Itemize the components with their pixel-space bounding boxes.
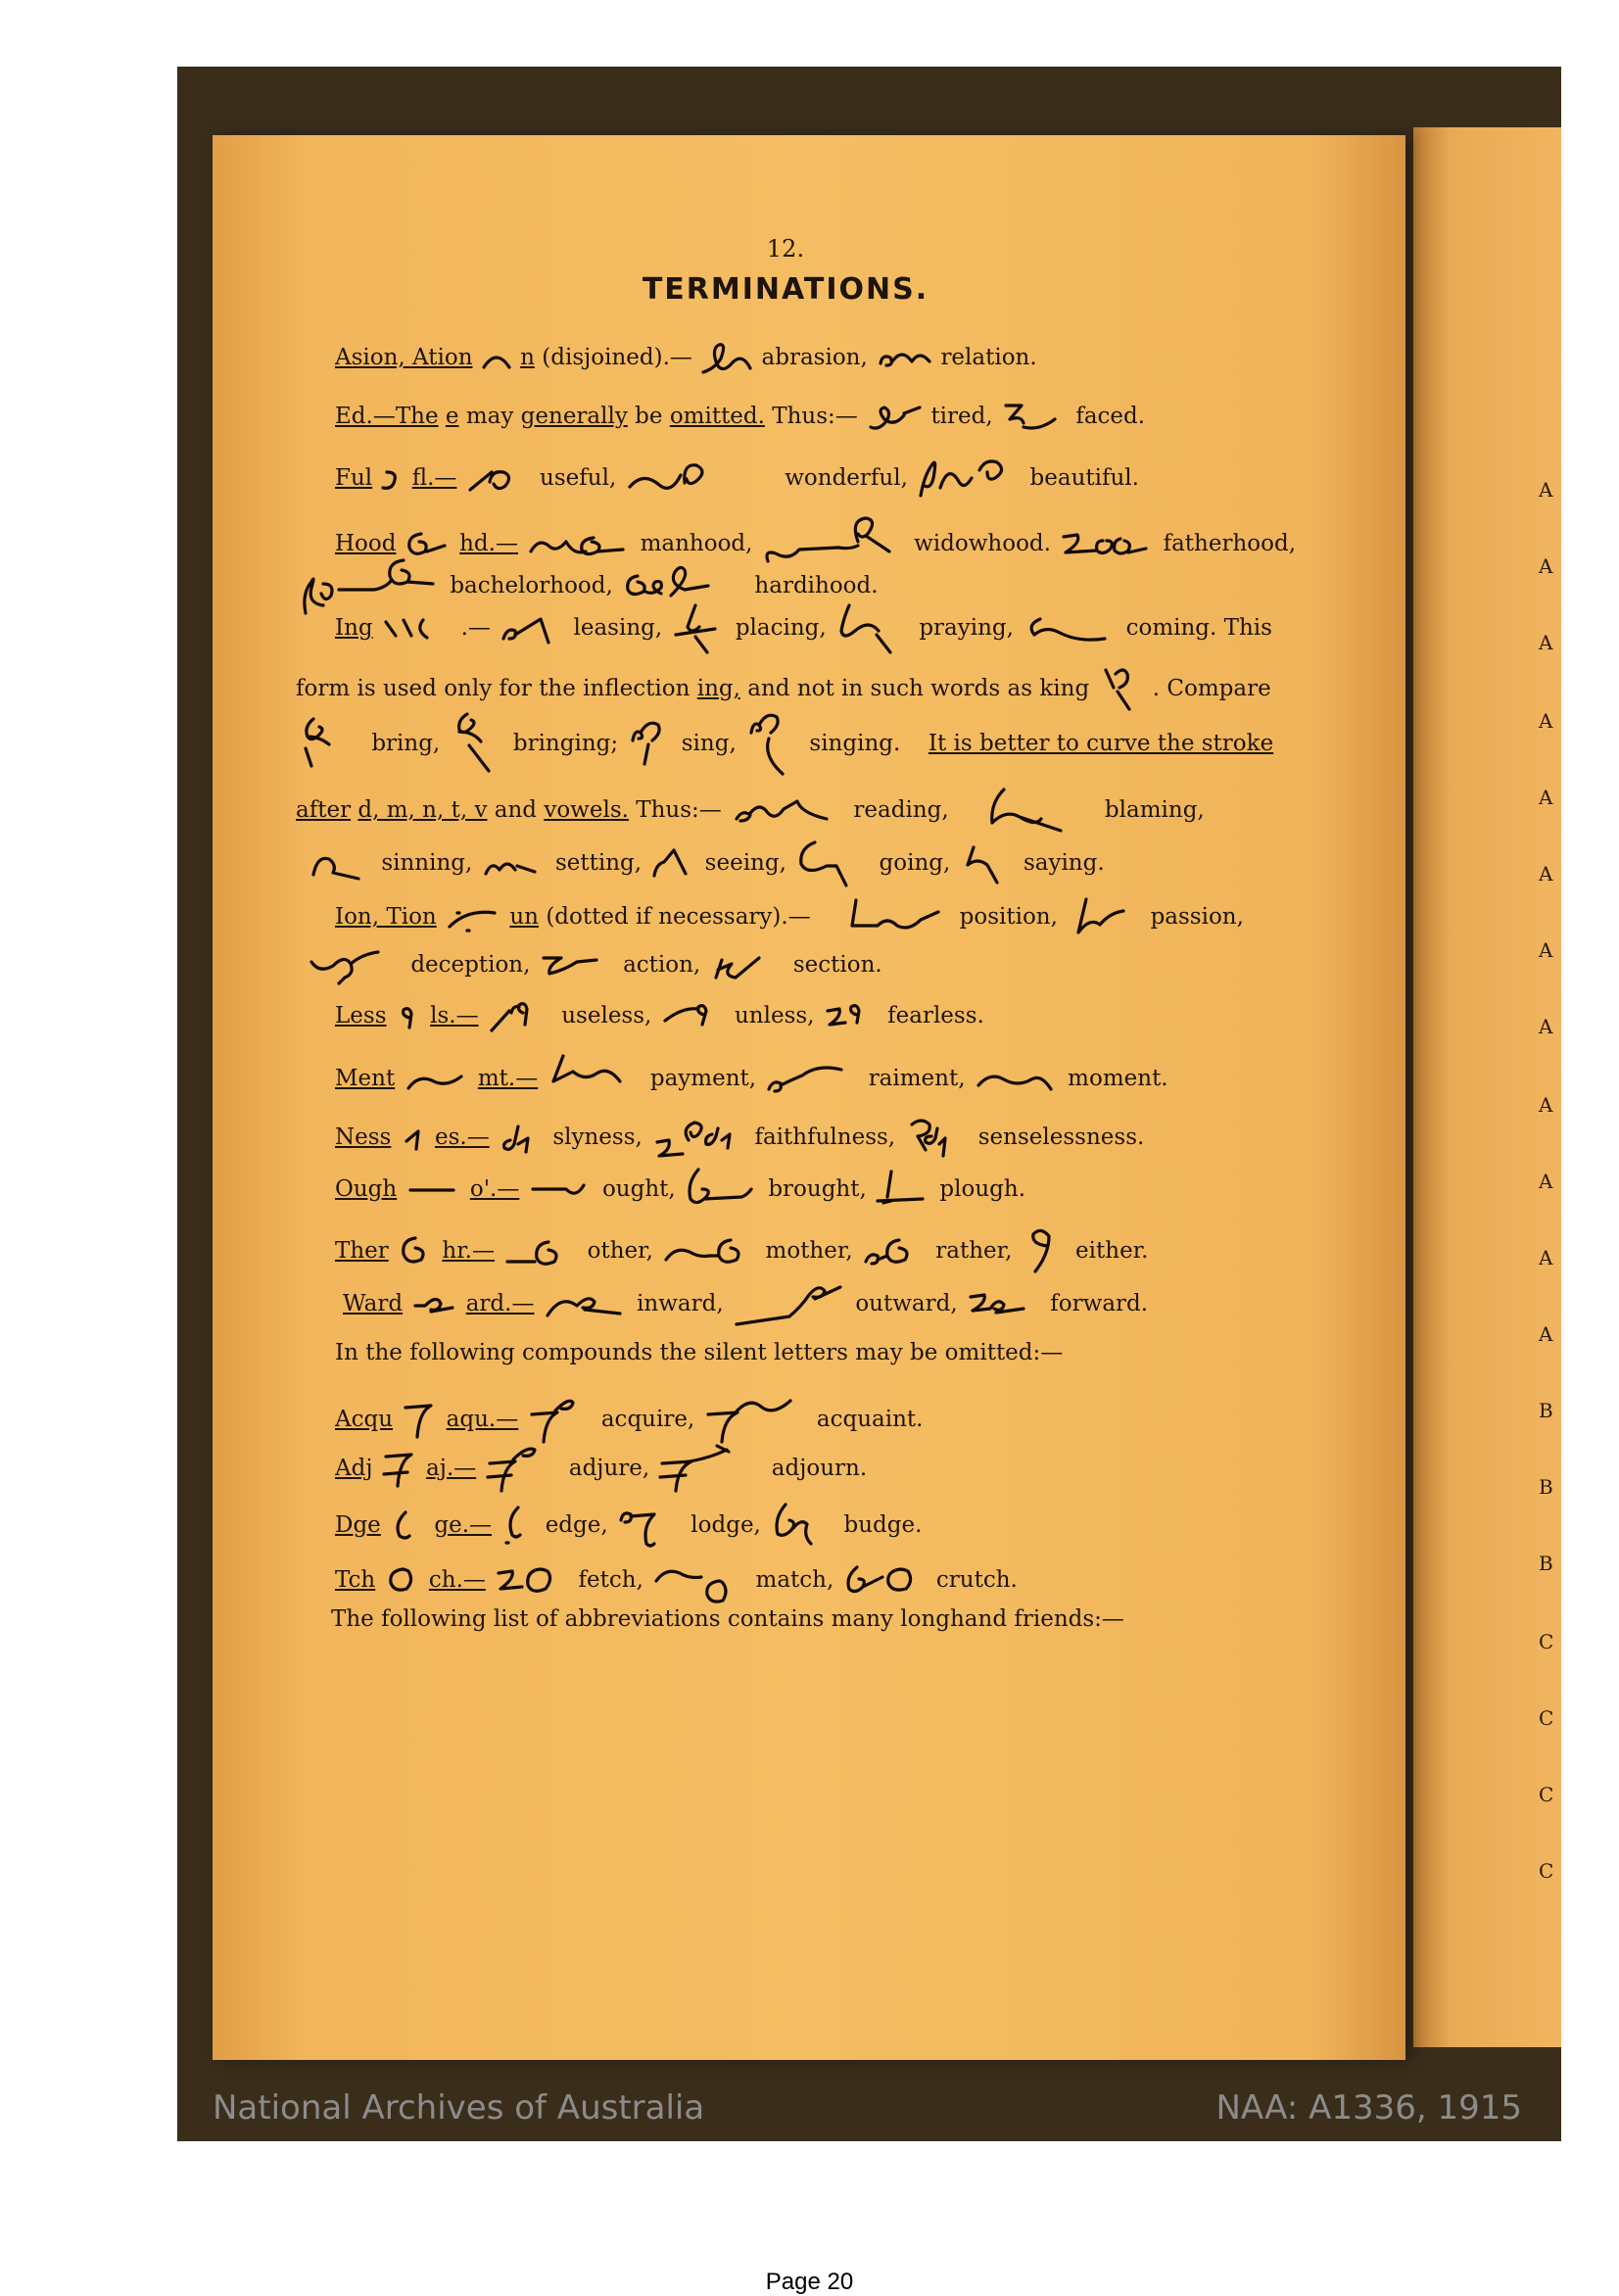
example-word: moment. (1068, 1066, 1168, 1091)
line-asion (335, 339, 1037, 378)
term-label: Less (335, 1003, 387, 1028)
example-word: budge. (843, 1512, 923, 1538)
example-word: bachelorhood, (450, 573, 613, 598)
book-page (213, 135, 1405, 2060)
example-word: seeing, (704, 850, 786, 876)
shorthand-payment-icon (546, 1052, 643, 1107)
margin-letter: B (1539, 1552, 1553, 1575)
shorthand-acquire-icon (526, 1393, 595, 1448)
line-ness (335, 1111, 1144, 1166)
text: In the following compounds the silent letters may be omitted:— (335, 1340, 1064, 1365)
term-label: Ward (343, 1291, 404, 1316)
example-word: sinning, (381, 850, 473, 876)
term-label: Hood (335, 531, 397, 556)
shorthand-beautiful-icon (915, 454, 1023, 503)
page-footer: Page 20 (765, 2269, 854, 2295)
text: Thus:— (636, 797, 722, 823)
text: after (296, 797, 352, 823)
margin-letter: B (1539, 1475, 1553, 1499)
example-word: useless, (561, 1003, 652, 1028)
shorthand-position-icon (844, 896, 952, 939)
text: may (465, 404, 514, 429)
shorthand-slyness-icon (497, 1119, 546, 1158)
example-word: outward, (855, 1291, 958, 1316)
term-abbrev: .— (460, 615, 491, 641)
example-word: praying, (919, 615, 1014, 641)
term-label: Ion, Tion (335, 904, 437, 930)
margin-letter: A (1539, 631, 1553, 654)
term-label: Ough (335, 1176, 398, 1202)
term-abbrev: hd.— (459, 531, 518, 556)
shorthand-fatherhood-icon (1058, 525, 1156, 564)
term-label: Dge (335, 1512, 381, 1538)
term-abbrev: n (520, 345, 535, 370)
shorthand-reading-icon (729, 791, 846, 831)
example-word: lodge, (690, 1512, 761, 1538)
shorthand-stroke-icon (388, 1507, 427, 1546)
example-word: fatherhood, (1163, 531, 1297, 556)
shorthand-inward-icon (542, 1288, 630, 1321)
text: It is better to curve the stroke (928, 731, 1274, 756)
text: and not in such words as king (747, 676, 1090, 701)
term-label: Ment (335, 1066, 396, 1091)
term-label: Tch (335, 1567, 376, 1593)
shorthand-senselessness-icon (902, 1111, 971, 1166)
shorthand-either-icon (1020, 1224, 1069, 1279)
example-word: inward, (637, 1291, 724, 1316)
example-word: abrasion, (761, 345, 868, 370)
example-word: match, (755, 1567, 834, 1593)
example-word: placing, (735, 615, 827, 641)
shorthand-seeing-icon (648, 844, 697, 884)
shorthand-faced-icon (1000, 398, 1069, 437)
example-word: either. (1075, 1238, 1149, 1264)
term-label: Ful (335, 465, 373, 491)
shorthand-going-icon (793, 837, 872, 891)
line-ful (335, 454, 1139, 503)
shorthand-sinning-icon (306, 839, 374, 888)
shorthand-mother-icon (660, 1232, 758, 1271)
example-word: raiment, (868, 1066, 966, 1091)
line-compare (296, 707, 1273, 782)
text: be (635, 404, 663, 429)
line-ion (335, 893, 1244, 942)
example-word: tired, (930, 404, 993, 429)
margin-letter: C (1539, 1630, 1554, 1653)
example-word: rather, (935, 1238, 1013, 1264)
margin-letter: A (1539, 1015, 1553, 1038)
example-word: action, (623, 952, 701, 978)
shorthand-stroke-icon (405, 1180, 463, 1200)
example-word: adjure, (568, 1456, 650, 1481)
shorthand-plough-icon (874, 1168, 932, 1213)
shorthand-stroke-icon (403, 1065, 471, 1094)
margin-letter: A (1539, 478, 1553, 502)
shorthand-stroke-icon (396, 1232, 435, 1271)
text: The following list of abbreviations contains many longhand friends:— (331, 1606, 1124, 1632)
shorthand-useless-icon (486, 997, 554, 1036)
example-word: fetch, (578, 1567, 643, 1593)
shorthand-stroke-icon (480, 346, 513, 371)
example-word: section. (792, 952, 882, 978)
example-word: payment, (649, 1066, 757, 1091)
example-word: saying. (1023, 850, 1105, 876)
shorthand-stroke-icon (399, 1124, 428, 1153)
shorthand-raiment-icon (763, 1060, 861, 1099)
text: . Compare (1152, 676, 1271, 701)
term-abbrev: ch.— (428, 1567, 486, 1593)
example-word: coming. This (1125, 615, 1272, 641)
shorthand-fetch-icon (493, 1561, 571, 1601)
term-abbrev: es.— (434, 1124, 490, 1150)
shorthand-stroke-icon (380, 612, 439, 646)
example-word: bringing; (512, 731, 619, 756)
example-word: sing, (681, 731, 737, 756)
example-word: manhood, (640, 531, 753, 556)
scanned-document-photo (177, 67, 1561, 2141)
shorthand-stroke-icon (379, 464, 405, 494)
page-number: 12. (766, 235, 805, 263)
shorthand-acquaint-icon (702, 1393, 810, 1448)
example-word: plough. (939, 1176, 1026, 1202)
shorthand-passion-icon (1065, 893, 1143, 942)
margin-letter: A (1539, 938, 1553, 962)
shorthand-stroke-icon (380, 1447, 419, 1492)
text: ing, (696, 676, 740, 701)
term-label: Ther (335, 1238, 389, 1264)
example-word: blaming, (1104, 797, 1205, 823)
shorthand-placing-icon (670, 601, 729, 656)
example-word: fearless. (887, 1003, 984, 1028)
example-word: faithfulness, (754, 1124, 896, 1150)
line-ward (343, 1277, 1148, 1332)
example-word: edge, (545, 1512, 608, 1538)
example-word: adjourn. (771, 1456, 868, 1481)
example-word: unless, (734, 1003, 815, 1028)
example-word: deception, (410, 952, 531, 978)
shorthand-budge-icon (768, 1499, 836, 1554)
margin-letter: A (1539, 709, 1553, 733)
shorthand-section-icon (708, 946, 786, 985)
line-compounds-intro (335, 1340, 1063, 1365)
margin-letter: A (1539, 1170, 1553, 1193)
shorthand-moment-icon (973, 1060, 1061, 1099)
example-word: relation. (940, 345, 1037, 370)
shorthand-unless-icon (659, 997, 728, 1036)
term-abbrev: aj.— (426, 1456, 477, 1481)
term-abbrev: aqu.— (446, 1407, 519, 1432)
line-acqu (335, 1393, 923, 1448)
line-ther (335, 1224, 1148, 1279)
example-word: setting, (554, 850, 643, 876)
shorthand-saying-icon (958, 839, 1017, 888)
margin-letter: A (1539, 1322, 1553, 1346)
page-title: TERMINATIONS. (642, 272, 929, 307)
shorthand-useful-icon (464, 462, 533, 496)
text: omitted. (669, 404, 765, 429)
example-word: slyness, (552, 1124, 643, 1150)
shorthand-other-icon (501, 1232, 580, 1271)
shorthand-relation-icon (875, 344, 933, 373)
term-label: Ed.—The (335, 404, 439, 429)
shorthand-ought-icon (527, 1175, 595, 1205)
line-abbreviations-intro (331, 1606, 1124, 1632)
example-word: singing. (809, 731, 901, 756)
shorthand-action-icon (538, 946, 616, 985)
example-word: passion, (1150, 904, 1244, 930)
example-word: ought, (601, 1176, 676, 1202)
example-word: position, (959, 904, 1058, 930)
term-abbrev: ge.— (434, 1512, 493, 1538)
watermark-left: National Archives of Australia (213, 2088, 705, 2128)
shorthand-praying-icon (833, 601, 912, 656)
example-word: wonderful, (785, 465, 908, 491)
shorthand-faithfulness-icon (649, 1111, 747, 1166)
margin-letter: C (1539, 1859, 1554, 1883)
text: generally (520, 404, 628, 429)
example-word: useful, (540, 465, 617, 491)
shorthand-stroke-icon (383, 1563, 422, 1599)
text: and (494, 797, 538, 823)
text: (disjoined).— (542, 345, 692, 370)
shorthand-match-icon (650, 1554, 748, 1608)
shorthand-adjure-icon (484, 1442, 562, 1497)
line-examples (306, 837, 1105, 891)
line-ment (335, 1052, 1168, 1107)
shorthand-coming-icon (1021, 609, 1119, 648)
shorthand-singing-icon (743, 707, 802, 782)
term-abbrev: e (445, 404, 459, 429)
example-word: hardihood. (754, 573, 879, 598)
line-tch (335, 1554, 1018, 1608)
shorthand-bringing-icon (448, 710, 506, 779)
example-word: reading, (853, 797, 949, 823)
shorthand-bring-icon (296, 715, 364, 774)
example-word: going, (879, 850, 951, 876)
margin-letter: B (1539, 1399, 1553, 1422)
example-word: crutch. (935, 1567, 1018, 1593)
line-ion-cont (306, 944, 882, 987)
example-word: forward. (1050, 1291, 1149, 1316)
example-word: leasing, (573, 615, 663, 641)
margin-letter: C (1539, 1706, 1554, 1730)
example-word: other, (587, 1238, 653, 1264)
example-word: brought, (768, 1176, 867, 1202)
shorthand-crutch-icon (841, 1561, 929, 1601)
term-abbrev: hr.— (442, 1238, 495, 1264)
margin-letter: A (1539, 786, 1553, 809)
line-dge (335, 1499, 922, 1554)
shorthand-leasing-icon (498, 609, 566, 648)
example-word: acquaint. (816, 1407, 924, 1432)
shorthand-outward-icon (731, 1277, 848, 1332)
watermark-right: NAA: A1336, 1915 (1215, 2088, 1522, 2128)
example-word: acquire, (600, 1407, 695, 1432)
line-adj (335, 1442, 867, 1497)
shorthand-blaming-icon (982, 784, 1080, 838)
shorthand-brought-icon (683, 1166, 761, 1215)
term-abbrev: fl.— (411, 465, 457, 491)
term-abbrev: ls.— (430, 1003, 479, 1028)
shorthand-stroke-icon (444, 903, 502, 933)
text: Thus:— (772, 404, 858, 429)
line-less (335, 997, 984, 1036)
shorthand-adjourn-icon (656, 1442, 764, 1497)
text: form is used only for the inflection (296, 676, 690, 701)
line-ed (335, 398, 1145, 437)
text: d, m, n, t, v (357, 797, 488, 823)
margin-letter: C (1539, 1783, 1554, 1806)
example-word: beautiful. (1029, 465, 1139, 491)
shorthand-abrasion-icon (699, 339, 754, 378)
shorthand-fearless-icon (822, 997, 881, 1036)
shorthand-deception-icon (306, 944, 404, 987)
margin-letter: A (1539, 1246, 1553, 1269)
term-label: Adj (335, 1456, 373, 1481)
term-label: Acqu (335, 1407, 394, 1432)
term-label: Ing (335, 615, 373, 641)
shorthand-wonderful-icon (624, 457, 732, 501)
shorthand-stroke-icon (400, 1398, 439, 1443)
term-abbrev: mt.— (477, 1066, 539, 1091)
term-abbrev: un (509, 904, 539, 930)
example-word: faced. (1075, 404, 1146, 429)
shorthand-sing-icon (625, 715, 674, 774)
term-abbrev: o'.— (469, 1176, 520, 1202)
term-label: Asion, Ation (335, 345, 473, 370)
margin-letter: A (1539, 862, 1553, 885)
shorthand-edge-icon (499, 1502, 538, 1551)
margin-letter: A (1539, 1093, 1553, 1117)
example-word: bring, (371, 731, 441, 756)
shorthand-tired-icon (865, 398, 924, 437)
term-abbrev: ard.— (465, 1291, 535, 1316)
margin-letter: A (1539, 554, 1553, 578)
example-word: mother, (765, 1238, 853, 1264)
text: vowels. (544, 797, 629, 823)
shorthand-lodge-icon (615, 1499, 684, 1554)
term-label: Ness (335, 1124, 392, 1150)
line-ing (335, 601, 1272, 656)
shorthand-forward-icon (965, 1285, 1043, 1324)
line-after (296, 784, 1205, 838)
shorthand-stroke-icon (394, 1002, 423, 1031)
shorthand-setting-icon (480, 846, 548, 882)
line-ough (335, 1166, 1025, 1215)
example-word: senselessness. (977, 1124, 1145, 1150)
shorthand-stroke-icon (409, 1290, 458, 1319)
text: (dotted if necessary).— (546, 904, 811, 930)
shorthand-rather-icon (860, 1232, 929, 1271)
example-word: widowhood. (914, 531, 1051, 556)
facing-page (1413, 127, 1561, 2047)
